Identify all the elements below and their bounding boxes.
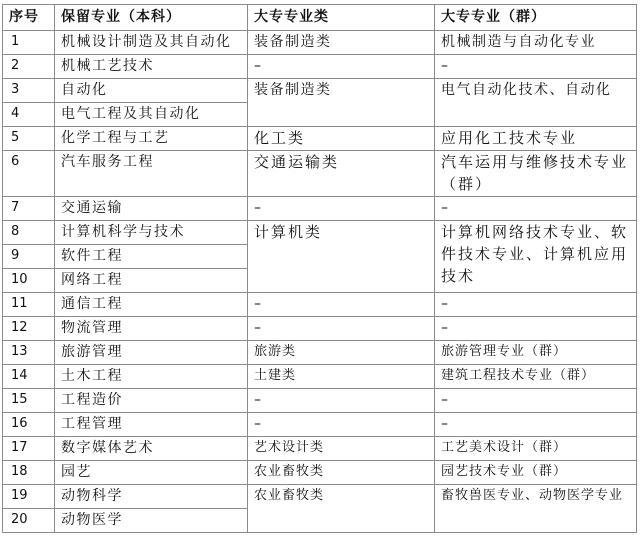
college-category: 化工类: [248, 127, 435, 151]
header-reserved-major: 保留专业（本科）: [55, 5, 248, 31]
table-row: [3, 151, 637, 197]
major-mapping-table: [2, 4, 637, 533]
row-number: 13: [3, 341, 55, 365]
college-group: –: [435, 293, 637, 317]
row-number: 1: [3, 31, 55, 55]
college-group: 建筑工程技术专业（群）: [435, 365, 637, 389]
reserved-major: 园艺: [55, 461, 248, 485]
college-category: –: [248, 389, 435, 413]
row-number: 17: [3, 437, 55, 461]
reserved-major: 计算机科学与技术: [55, 221, 248, 245]
table-row: [3, 389, 637, 413]
row-number: 20: [3, 509, 55, 533]
reserved-major: 通信工程: [55, 293, 248, 317]
college-group: –: [435, 197, 637, 221]
college-group: –: [435, 413, 637, 437]
college-category: –: [248, 293, 435, 317]
table-row: [3, 221, 637, 245]
table-row: [3, 79, 637, 103]
row-number: 12: [3, 317, 55, 341]
college-group: 计算机网络技术专业、软件技术专业、计算机应用技术: [435, 221, 637, 293]
college-group: 旅游管理专业（群）: [435, 341, 637, 365]
row-number: 3: [3, 79, 55, 103]
reserved-major: 软件工程: [55, 245, 248, 269]
table-row: [3, 55, 637, 79]
college-group: 汽车运用与维修技术专业（群）: [435, 151, 637, 197]
table-row: [3, 317, 637, 341]
row-number: 9: [3, 245, 55, 269]
college-group: 工艺美术设计（群）: [435, 437, 637, 461]
header-college-group: 大专专业（群）: [435, 5, 637, 31]
table-row: [3, 413, 637, 437]
college-category: –: [248, 317, 435, 341]
college-category: –: [248, 197, 435, 221]
row-number: 2: [3, 55, 55, 79]
college-category: 旅游类: [248, 341, 435, 365]
reserved-major: 工程管理: [55, 413, 248, 437]
reserved-major: 动物医学: [55, 509, 248, 533]
reserved-major: 汽车服务工程: [55, 151, 248, 197]
row-number: 11: [3, 293, 55, 317]
reserved-major: 旅游管理: [55, 341, 248, 365]
reserved-major: 数字媒体艺术: [55, 437, 248, 461]
row-number: 18: [3, 461, 55, 485]
college-group: –: [435, 317, 637, 341]
reserved-major: 网络工程: [55, 269, 248, 293]
college-category: 装备制造类: [248, 31, 435, 55]
header-college-category: 大专专业类: [248, 5, 435, 31]
table-row: [3, 365, 637, 389]
table-row: [3, 461, 637, 485]
reserved-major: 交通运输: [55, 197, 248, 221]
college-category: –: [248, 55, 435, 79]
college-category: 艺术设计类: [248, 437, 435, 461]
college-group: –: [435, 55, 637, 79]
college-group: 畜牧兽医专业、动物医学专业: [435, 485, 637, 533]
table-row: [3, 293, 637, 317]
college-category: 农业畜牧类: [248, 461, 435, 485]
college-category: 土建类: [248, 365, 435, 389]
college-group: –: [435, 389, 637, 413]
college-category: 农业畜牧类: [248, 485, 435, 533]
table-row: [3, 341, 637, 365]
reserved-major: 物流管理: [55, 317, 248, 341]
row-number: 5: [3, 127, 55, 151]
college-category: 交通运输类: [248, 151, 435, 197]
table-row: [3, 31, 637, 55]
row-number: 14: [3, 365, 55, 389]
reserved-major: 自动化: [55, 79, 248, 103]
college-group: 应用化工技术专业: [435, 127, 637, 151]
reserved-major: 化学工程与工艺: [55, 127, 248, 151]
table-row: [3, 437, 637, 461]
college-group: 机械制造与自动化专业: [435, 31, 637, 55]
header-number: 序号: [3, 5, 55, 31]
reserved-major: 机械设计制造及其自动化: [55, 31, 248, 55]
reserved-major: 电气工程及其自动化: [55, 103, 248, 127]
table-row: [3, 127, 637, 151]
table-row: [3, 197, 637, 221]
row-number: 8: [3, 221, 55, 245]
reserved-major: 动物科学: [55, 485, 248, 509]
row-number: 10: [3, 269, 55, 293]
reserved-major: 工程造价: [55, 389, 248, 413]
college-category: 装备制造类: [248, 79, 435, 127]
college-category: –: [248, 413, 435, 437]
college-group: 园艺技术专业（群）: [435, 461, 637, 485]
college-category: 计算机类: [248, 221, 435, 293]
row-number: 7: [3, 197, 55, 221]
row-number: 6: [3, 151, 55, 197]
table-row: [3, 485, 637, 509]
row-number: 4: [3, 103, 55, 127]
reserved-major: 机械工艺技术: [55, 55, 248, 79]
header-row: [3, 5, 637, 31]
row-number: 15: [3, 389, 55, 413]
row-number: 19: [3, 485, 55, 509]
reserved-major: 土木工程: [55, 365, 248, 389]
row-number: 16: [3, 413, 55, 437]
college-group: 电气自动化技术、自动化: [435, 79, 637, 127]
